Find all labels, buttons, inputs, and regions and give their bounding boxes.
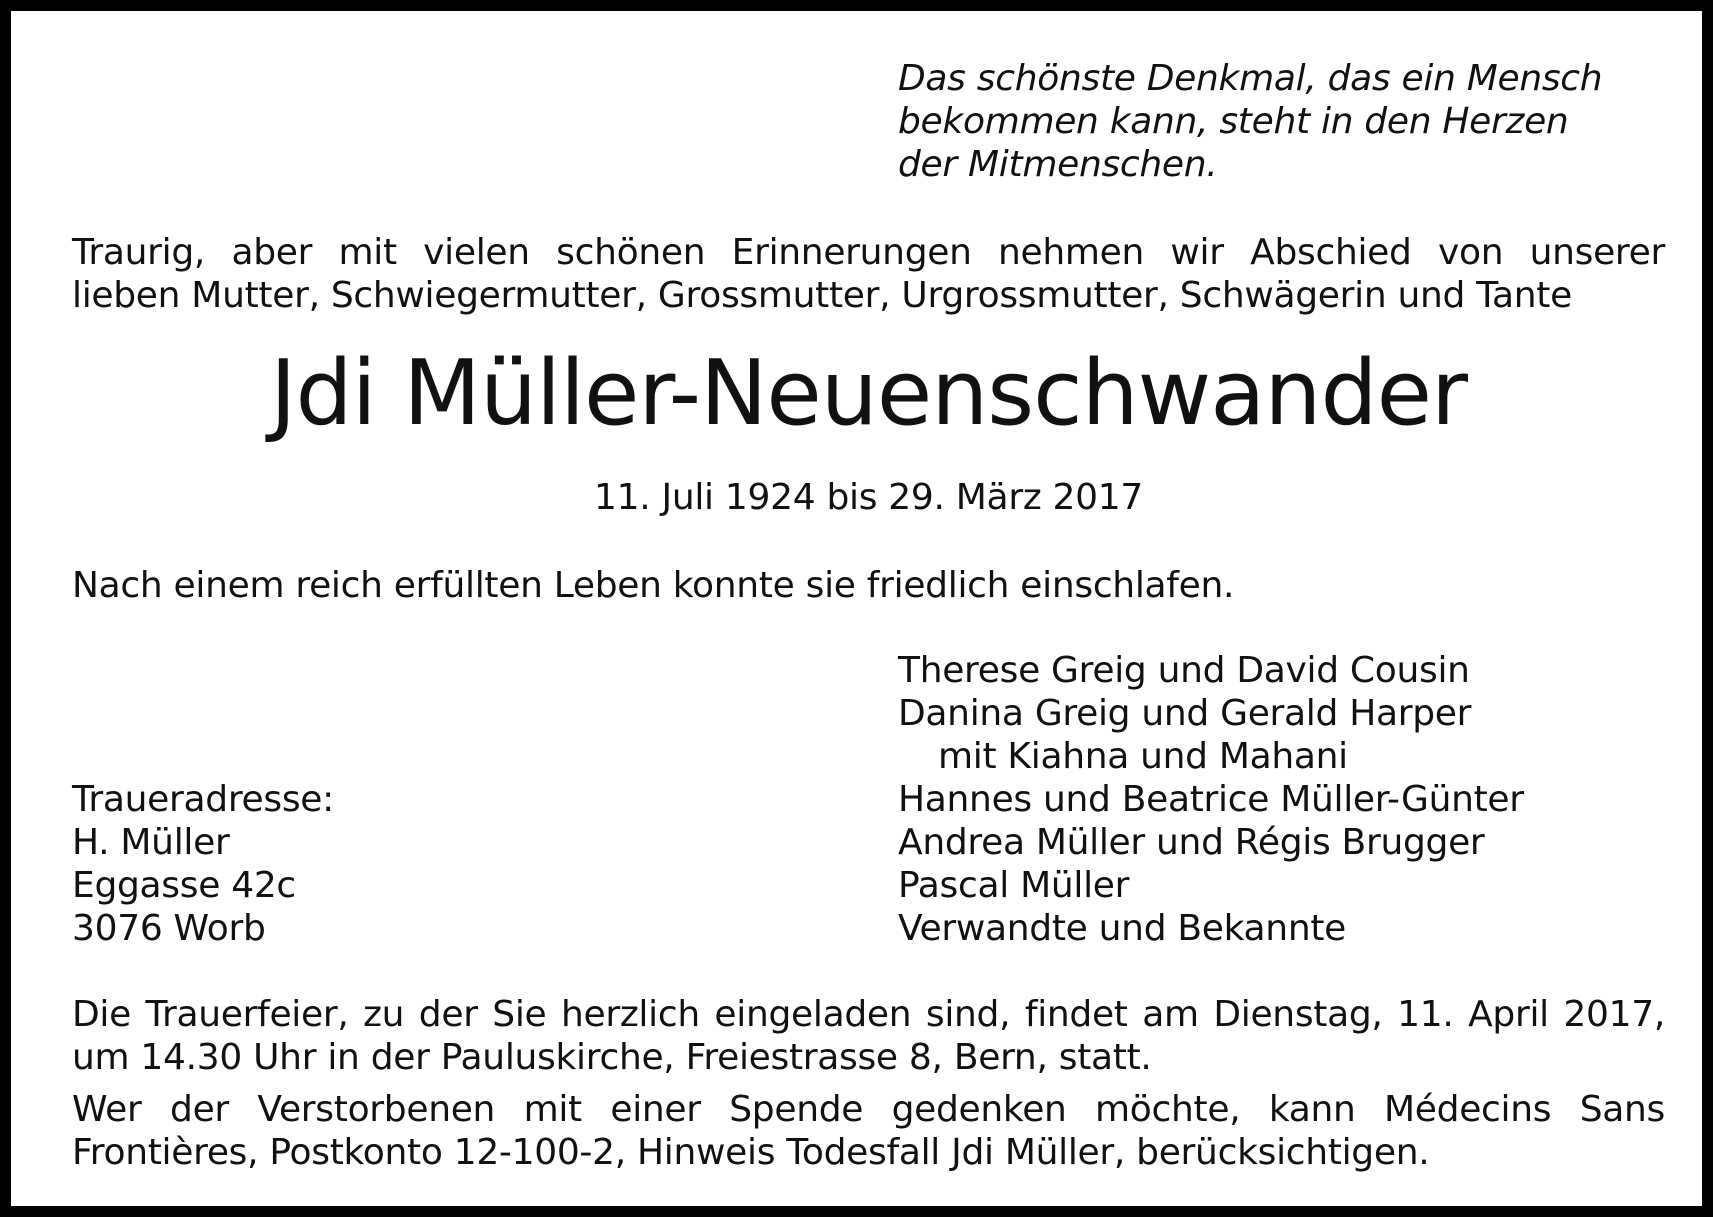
service-line: um 14.30 Uhr in der Pauluskirche, Freiestrasse 8, Bern, statt.: [72, 1037, 1152, 1078]
family-member: Verwandte und Bekannte: [898, 908, 1347, 949]
address-name: H. Müller: [72, 822, 230, 863]
life-dates: 11. Juli 1924 bis 29. März 2017: [594, 477, 1143, 518]
donation-line: Wer der Verstorbenen mit einer Spende gedenken möchte, kann Médecins Sans: [72, 1089, 1665, 1130]
address-street: Eggasse 42c: [72, 865, 296, 906]
quote-line: bekommen kann, steht in den Herzen: [898, 101, 1569, 142]
intro-paragraph: [72, 231, 1665, 317]
quote-line: der Mitmenschen.: [898, 144, 1218, 185]
family-member: Pascal Müller: [898, 865, 1130, 906]
family-member: Danina Greig und Gerald Harper: [898, 693, 1472, 734]
family-member: Andrea Müller und Régis Brugger: [898, 822, 1485, 863]
donation-info: [72, 1088, 1665, 1174]
memorial-quote: [898, 57, 1602, 186]
donation-line: Frontières, Postkonto 12-100-2, Hinweis Todesfall Jdi Müller, berücksichtigen.: [72, 1132, 1430, 1173]
quote-line: Das schönste Denkmal, das ein Mensch: [898, 58, 1603, 99]
deceased-name: Jdi Müller-Neuenschwander: [270, 341, 1467, 446]
address-city: 3076 Worb: [72, 908, 266, 949]
family-member: Hannes und Beatrice Müller-Günter: [898, 779, 1524, 820]
intro-line: Traurig, aber mit vielen schönen Erinnerungen nehmen wir Abschied von unserer: [72, 232, 1665, 273]
family-member: Therese Greig und David Cousin: [898, 650, 1470, 691]
service-line: Die Trauerfeier, zu der Sie herzlich eingeladen sind, findet am Dienstag, 11. April 2017,: [72, 994, 1665, 1035]
family-member: mit Kiahna und Mahani: [938, 736, 1348, 777]
mourning-address: [72, 778, 334, 950]
funeral-service-info: [72, 993, 1665, 1079]
address-label: Traueradresse:: [72, 779, 334, 820]
family-list: [898, 649, 1524, 950]
peaceful-statement: Nach einem reich erfüllten Leben konnte sie friedlich einschlafen.: [72, 565, 1235, 606]
intro-line: lieben Mutter, Schwiegermutter, Grossmutter, Urgrossmutter, Schwägerin und Tante: [72, 275, 1572, 316]
